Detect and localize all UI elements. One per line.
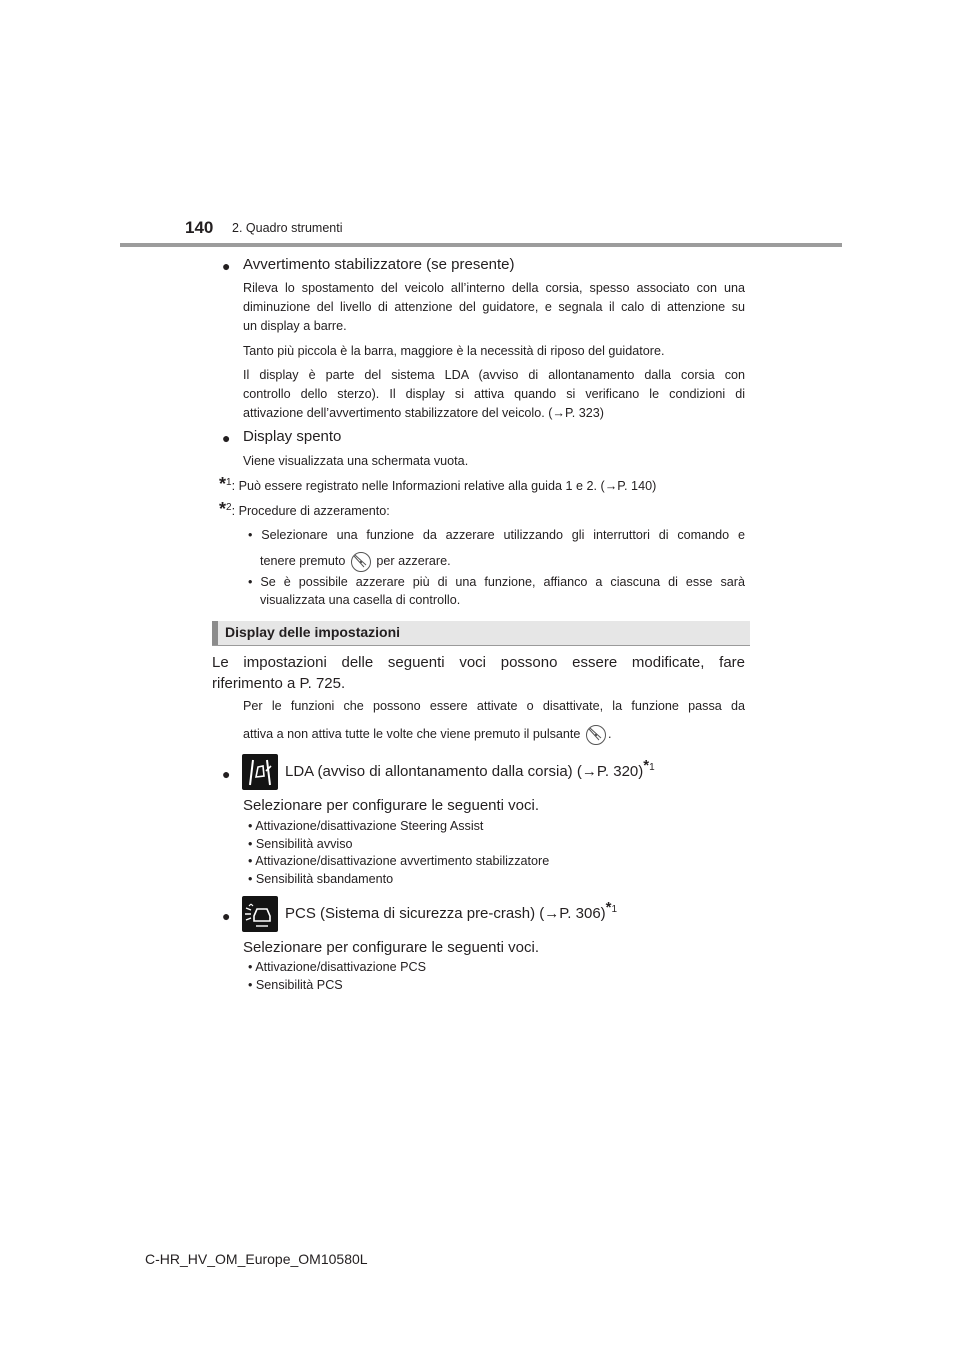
bullet-icon: ●	[222, 430, 231, 446]
list-item: • Attivazione/disattivazione avvertimento stabilizzatore	[248, 854, 550, 868]
stabilizer-description	[243, 279, 745, 336]
enter-button-icon-graphic	[349, 550, 373, 574]
document-code: C-HR_HV_OM_Europe_OM10580L	[145, 1251, 368, 1267]
reset-step-1-line-1: • Selezionare una funzione da azzerare utilizzando gli interruttori di comando e	[248, 528, 745, 542]
footnote-number: 1	[226, 476, 232, 488]
pcs-heading	[285, 899, 618, 922]
section-header	[212, 621, 750, 646]
footnote-2	[219, 499, 745, 521]
footnote-text: : Può essere registrato nelle Informazioni relative alla guida 1 e 2. (→P. 140)	[231, 479, 657, 493]
list-item: • Sensibilità avviso	[248, 836, 353, 851]
text-fragment: tenere premuto	[260, 554, 346, 568]
lda-icon	[242, 754, 278, 790]
text-line: Il display è parte del sistema LDA (avviso di allontanamento dalla corsia con	[243, 368, 745, 382]
header-rule	[120, 243, 842, 247]
page-number: 140	[185, 218, 214, 237]
section-accent	[212, 621, 218, 645]
text-line: riferimento a P. 725.	[212, 675, 346, 692]
text-line: un display a barre.	[243, 319, 347, 333]
settings-note-line-2	[243, 722, 745, 747]
text-fragment: .	[607, 727, 612, 741]
reset-step-2-line-2: visualizzata una casella di controllo.	[260, 593, 461, 607]
bullet-icon: ●	[222, 258, 231, 274]
text-fragment: per azzerare.	[376, 554, 451, 568]
footnote-star: *	[219, 499, 227, 519]
text-line: Le impostazioni delle seguenti voci possono essere modificate, fare	[212, 654, 745, 671]
stabilizer-heading: Avvertimento stabilizzatore (se presente)	[243, 256, 515, 273]
list-item: • Attivazione/disattivazione Steering Assist	[248, 819, 484, 833]
text-line: diminuzione del livello di attenzione del guidatore, e segnala il calo di attenzione su	[243, 300, 745, 314]
text-line: attivazione dell’avvertimento stabilizzatore del veicolo. (→P. 323)	[243, 406, 604, 420]
settings-note-line-1: Per le funzioni che possono essere attivate o disattivate, la funzione passa da	[243, 699, 745, 713]
pcs-icon	[242, 896, 278, 932]
bullet-icon: ●	[222, 908, 231, 924]
footnote-star: *	[643, 757, 650, 774]
footnote-star: *	[605, 899, 612, 916]
reset-step-2-line-1: • Se è possibile azzerare più di una funzione, affianco a ciascuna di esse sarà	[248, 575, 745, 589]
text-line: controllo dello sterzo). Il display si attiva quando si verificano le condizioni di	[243, 387, 745, 401]
footnote-number: 1	[649, 762, 655, 773]
footnote-number: 1	[611, 904, 618, 915]
section-title: Display delle impostazioni	[225, 624, 401, 640]
enter-button-icon-graphic	[584, 723, 608, 747]
reset-step-1-line-2	[260, 549, 745, 574]
stabilizer-bar-note: Tanto più piccola è la barra, maggiore è la necessità di riposo del guidatore.	[243, 344, 665, 358]
lda-subtitle: Selezionare per configurare le seguenti voci.	[243, 797, 540, 814]
lda-items	[248, 818, 549, 888]
enter-button-icon	[584, 723, 608, 747]
footnote-number: 2	[226, 501, 232, 513]
lda-heading	[285, 757, 655, 780]
text-line: Rileva lo spostamento del veicolo all’interno della corsia, spesso associato con una	[243, 281, 745, 295]
pcs-subtitle: Selezionare per configurare le seguenti voci.	[243, 939, 540, 956]
footnote-1	[219, 474, 745, 496]
footnote-star: *	[219, 474, 227, 494]
lda-title: LDA (avviso di allontanamento dalla corsia) (→P. 320)	[285, 763, 644, 780]
text-fragment: attiva a non attiva tutte le volte che viene premuto il pulsante	[243, 727, 581, 741]
display-off-heading: Display spento	[243, 428, 342, 445]
stabilizer-lda-note	[243, 366, 745, 423]
settings-intro	[212, 652, 745, 694]
list-item: • Sensibilità sbandamento	[248, 871, 394, 886]
pcs-items	[248, 959, 426, 994]
footnote-text: : Procedure di azzeramento:	[231, 504, 390, 518]
bullet-icon: ●	[222, 766, 231, 782]
lda-icon-graphic	[242, 754, 278, 790]
display-off-text: Viene visualizzata una schermata vuota.	[243, 454, 469, 468]
pcs-title: PCS (Sistema di sicurezza pre-crash) (→P. 306)	[285, 905, 606, 922]
list-item: • Sensibilità PCS	[248, 977, 343, 992]
chapter-title: 2. Quadro strumenti	[232, 221, 343, 235]
pcs-icon-graphic	[242, 896, 278, 932]
list-item: • Attivazione/disattivazione PCS	[248, 960, 427, 974]
enter-button-icon	[349, 550, 373, 574]
